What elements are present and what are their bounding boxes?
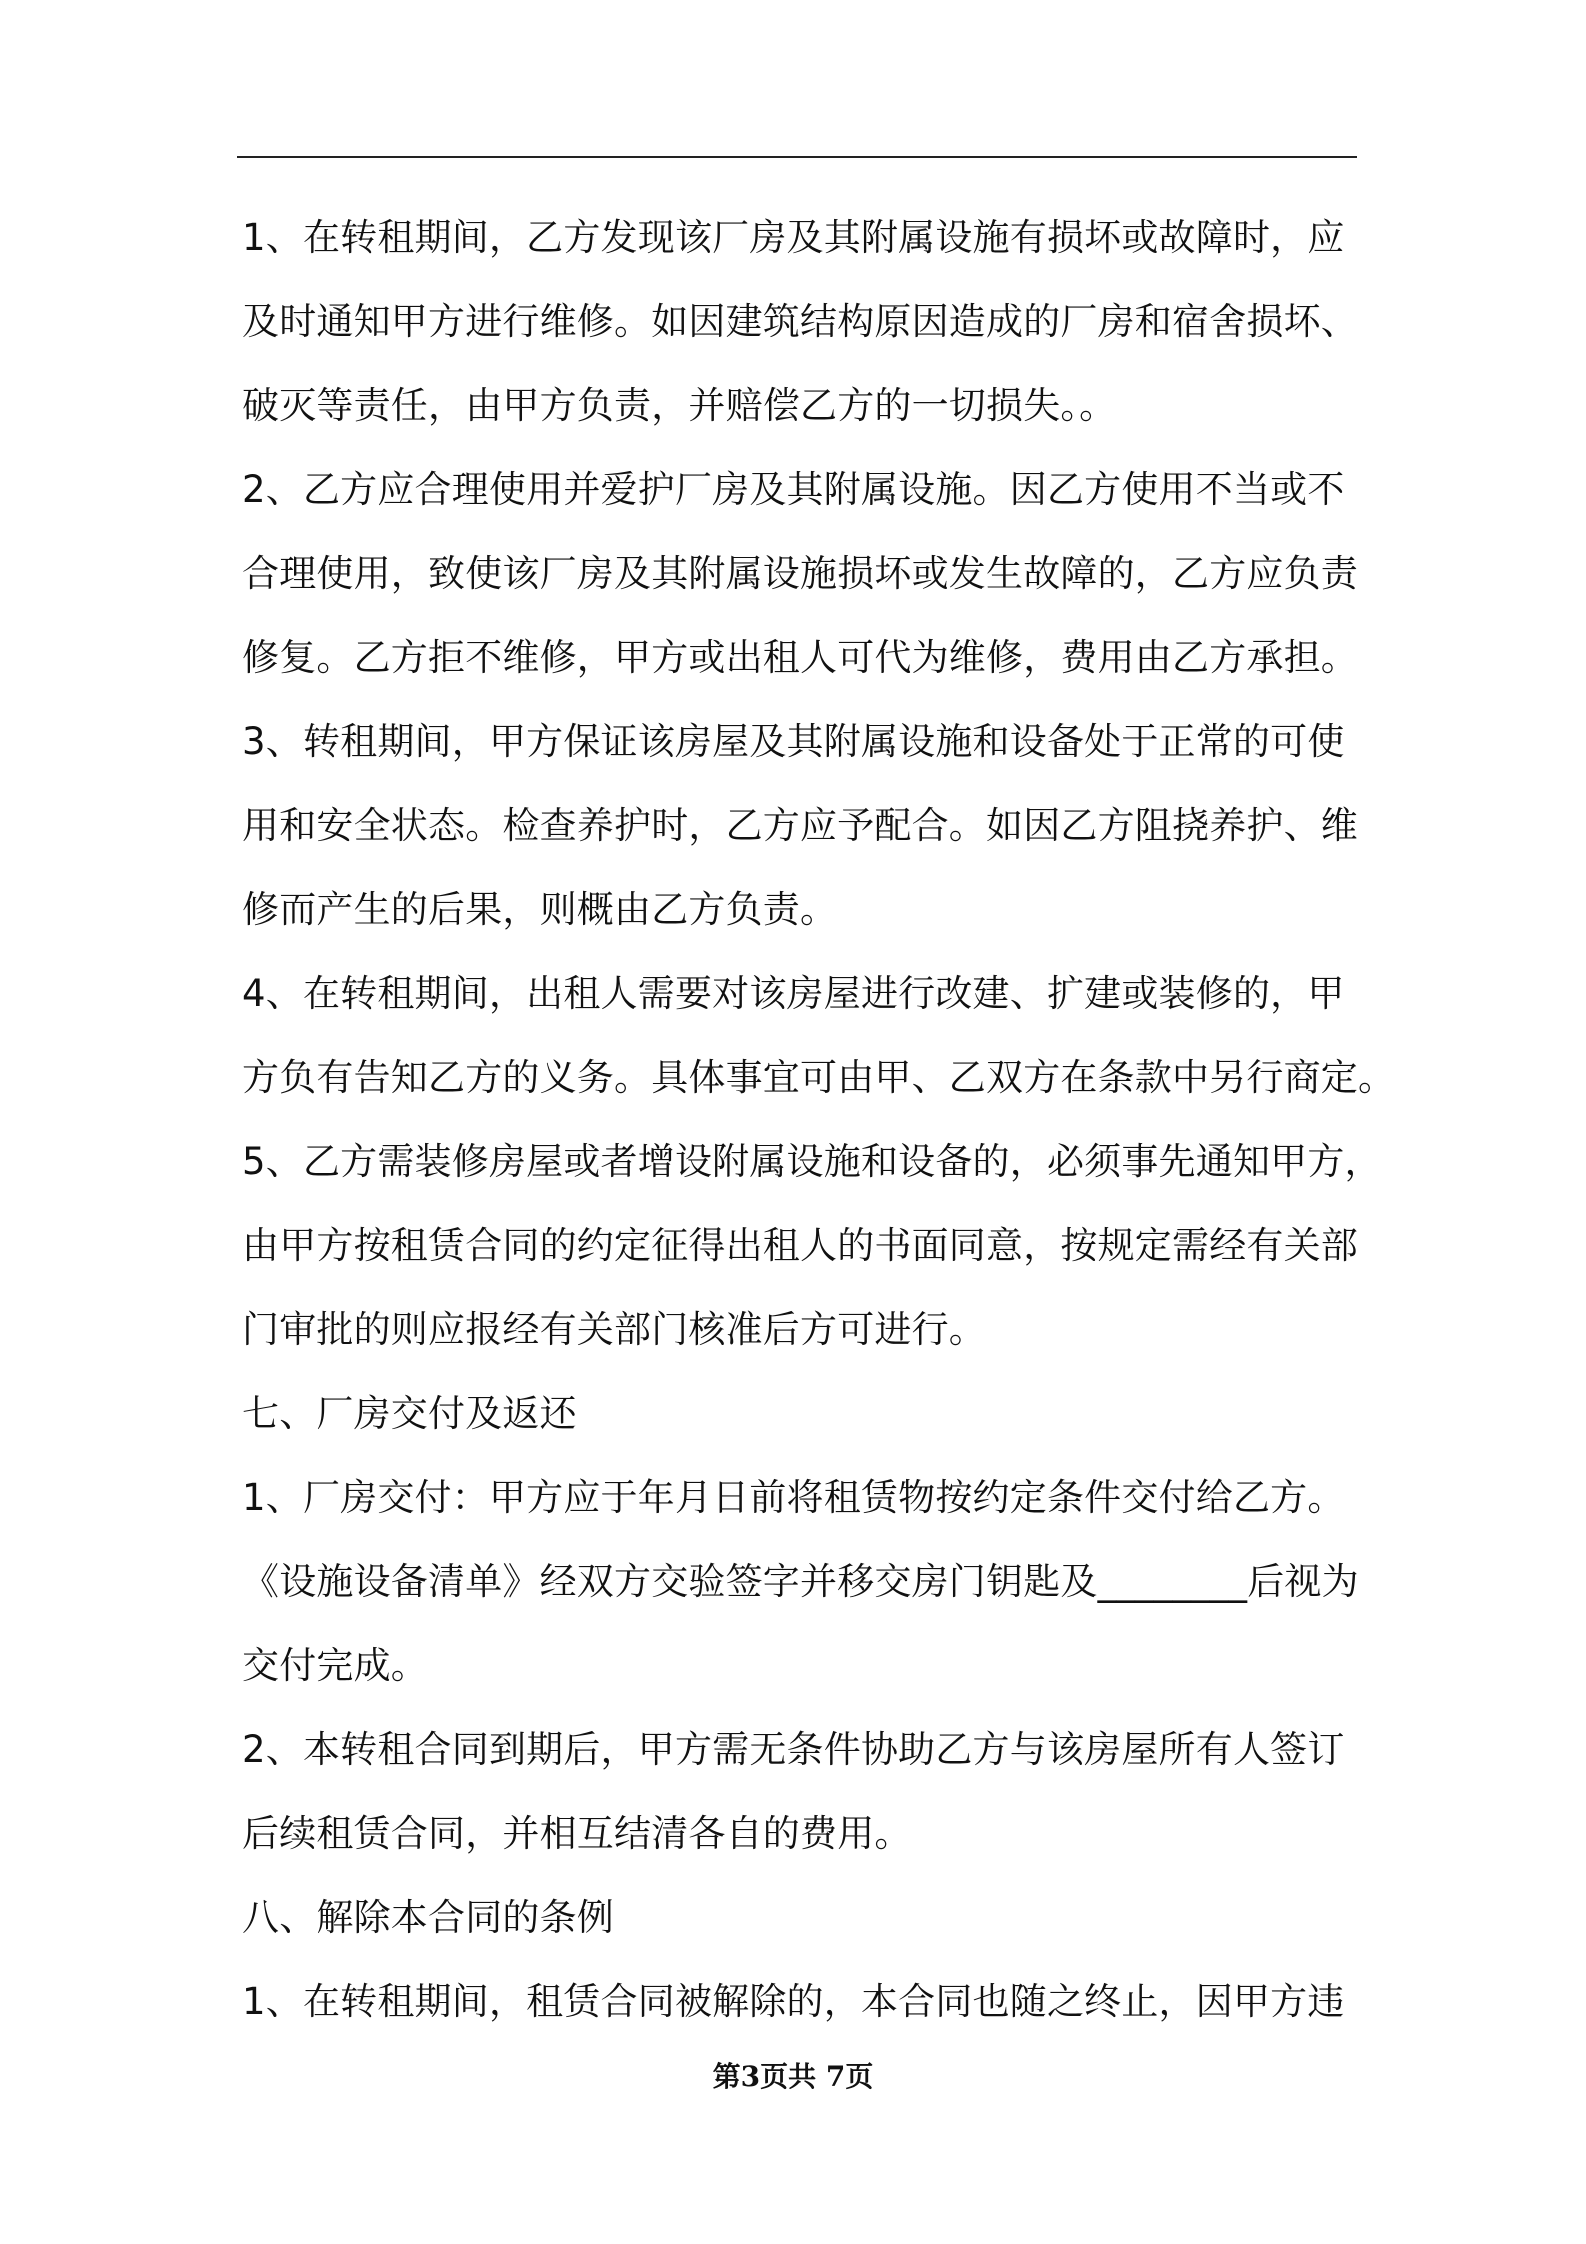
text-line: 《设施设备清单》经双方交验签字并移交房门钥匙及________后视为	[242, 1560, 1359, 1603]
text-line: 方负有告知乙方的义务。具体事宜可由甲、乙双方在条款中另行商定。	[242, 1056, 1396, 1099]
section-heading: 八、解除本合同的条例	[242, 1896, 614, 1939]
section-heading: 七、厂房交付及返还	[242, 1392, 577, 1435]
text-line: 门审批的则应报经有关部门核准后方可进行。	[242, 1308, 986, 1351]
text-line: 用和安全状态。检查养护时，乙方应予配合。如因乙方阻挠养护、维	[242, 804, 1358, 847]
text-line: 修复。乙方拒不维修，甲方或出租人可代为维修，费用由乙方承担。	[242, 636, 1358, 679]
document-body	[242, 196, 1396, 2044]
text-line: 1、在转租期间，乙方发现该厂房及其附属设施有损坏或故障时，应	[242, 216, 1345, 259]
header-rule	[237, 156, 1357, 158]
text-line: 4、在转租期间，出租人需要对该房屋进行改建、扩建或装修的，甲	[242, 972, 1345, 1015]
page-number: 第3页共 7页	[712, 2060, 874, 2093]
text-line: 破灭等责任，由甲方负责，并赔偿乙方的一切损失。。	[242, 384, 1117, 427]
text-line: 1、厂房交付：甲方应于年月日前将租赁物按约定条件交付给乙方。	[242, 1476, 1345, 1519]
text-line: 1、在转租期间，租赁合同被解除的，本合同也随之终止，因甲方违	[242, 1980, 1345, 2023]
text-line: 3、转租期间，甲方保证该房屋及其附属设施和设备处于正常的可使	[242, 720, 1345, 763]
text-line: 2、本转租合同到期后，甲方需无条件协助乙方与该房屋所有人签订	[242, 1728, 1345, 1771]
text-line: 合理使用，致使该厂房及其附属设施损坏或发生故障的，乙方应负责	[242, 552, 1358, 595]
text-line: 2、乙方应合理使用并爱护厂房及其附属设施。因乙方使用不当或不	[242, 468, 1345, 511]
text-line: 5、乙方需装修房屋或者增设附属设施和设备的，必须事先通知甲方，	[242, 1140, 1382, 1183]
text-line: 后续租赁合同，并相互结清各自的费用。	[242, 1812, 912, 1855]
text-line: 交付完成。	[242, 1644, 428, 1687]
text-line: 及时通知甲方进行维修。如因建筑结构原因造成的厂房和宿舍损坏、	[242, 300, 1358, 343]
text-line: 修而产生的后果，则概由乙方负责。	[242, 888, 838, 931]
text-line: 由甲方按租赁合同的约定征得出租人的书面同意，按规定需经有关部	[242, 1224, 1358, 1267]
